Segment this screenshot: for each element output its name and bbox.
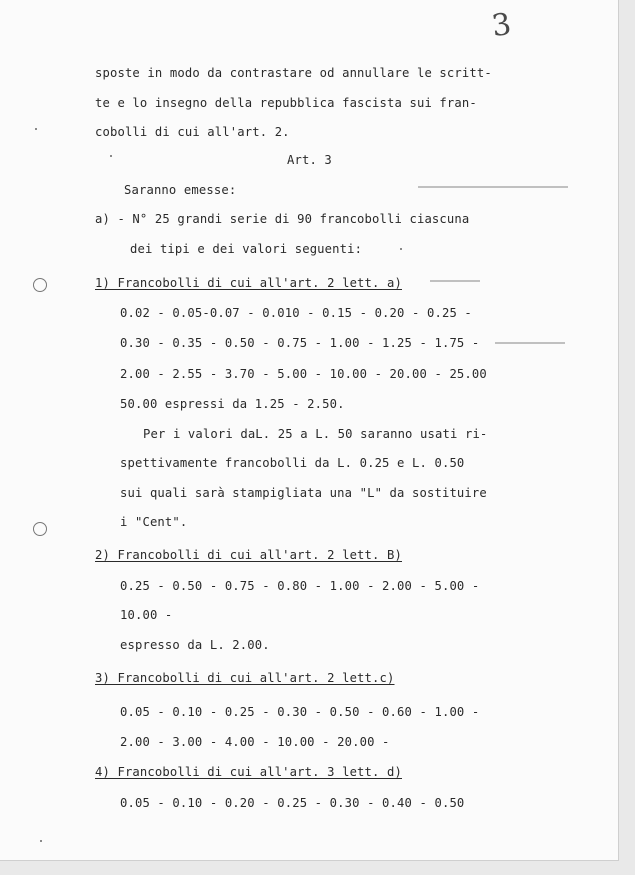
values-line: 0.30 - 0.35 - 0.50 - 0.75 - 1.00 - 1.25 - 1.75 - — [120, 336, 480, 350]
text-line: te e lo insegno della repubblica fascista sui fran- — [95, 96, 477, 110]
scan-speck — [40, 840, 42, 842]
text-line: Per i valori daL. 25 a L. 50 saranno usati ri- — [143, 427, 488, 441]
text-line: sposte in modo da contrastare od annullare le scritt- — [95, 66, 492, 80]
values-line: 50.00 espressi da 1.25 - 2.50. — [120, 397, 345, 411]
text-line: dei tipi e dei valori seguenti: — [130, 242, 363, 256]
page-number: 3 — [489, 6, 514, 45]
values-line: 0.05 - 0.10 - 0.25 - 0.30 - 0.50 - 0.60 - 1.00 - — [120, 705, 480, 719]
article-heading: Art. 3 — [287, 153, 332, 167]
values-line: 2.00 - 2.55 - 3.70 - 5.00 - 10.00 - 20.00 - 25.00 — [120, 367, 487, 381]
values-line: 10.00 - — [120, 608, 173, 622]
scan-speck — [35, 128, 37, 130]
scan-smudge — [430, 280, 480, 282]
text-line: Saranno emesse: — [124, 183, 237, 197]
values-line: 0.05 - 0.10 - 0.20 - 0.25 - 0.30 - 0.40 - 0.50 — [120, 796, 465, 810]
scan-speck — [400, 248, 402, 250]
text-line: i "Cent". — [120, 515, 188, 529]
scan-speck — [110, 155, 112, 157]
scan-smudge — [495, 342, 565, 344]
values-line: 0.25 - 0.50 - 0.75 - 0.80 - 1.00 - 2.00 - 5.00 - — [120, 579, 480, 593]
text-line: cobolli di cui all'art. 2. — [95, 125, 290, 139]
text-line: sui quali sarà stampigliata una "L" da sostituire — [120, 486, 487, 500]
scan-smudge — [418, 186, 568, 188]
values-line: 2.00 - 3.00 - 4.00 - 10.00 - 20.00 - — [120, 735, 390, 749]
section-heading-4: 4) Francobolli di cui all'art. 3 lett. d) — [95, 765, 402, 779]
section-heading-2: 2) Francobolli di cui all'art. 2 lett. B) — [95, 548, 402, 562]
section-heading-1: 1) Francobolli di cui all'art. 2 lett. a) — [95, 276, 402, 290]
text-line: spettivamente francobolli da L. 0.25 e L. 0.50 — [120, 456, 465, 470]
punch-hole-bottom — [33, 522, 47, 536]
values-line: 0.02 - 0.05-0.07 - 0.010 - 0.15 - 0.20 - 0.25 - — [120, 306, 472, 320]
list-item-a: a) - N° 25 grandi serie di 90 francobolli ciascuna — [95, 212, 470, 226]
section-heading-3: 3) Francobolli di cui all'art. 2 lett.c) — [95, 671, 395, 685]
punch-hole-top — [33, 278, 47, 292]
text-line: espresso da L. 2.00. — [120, 638, 270, 652]
